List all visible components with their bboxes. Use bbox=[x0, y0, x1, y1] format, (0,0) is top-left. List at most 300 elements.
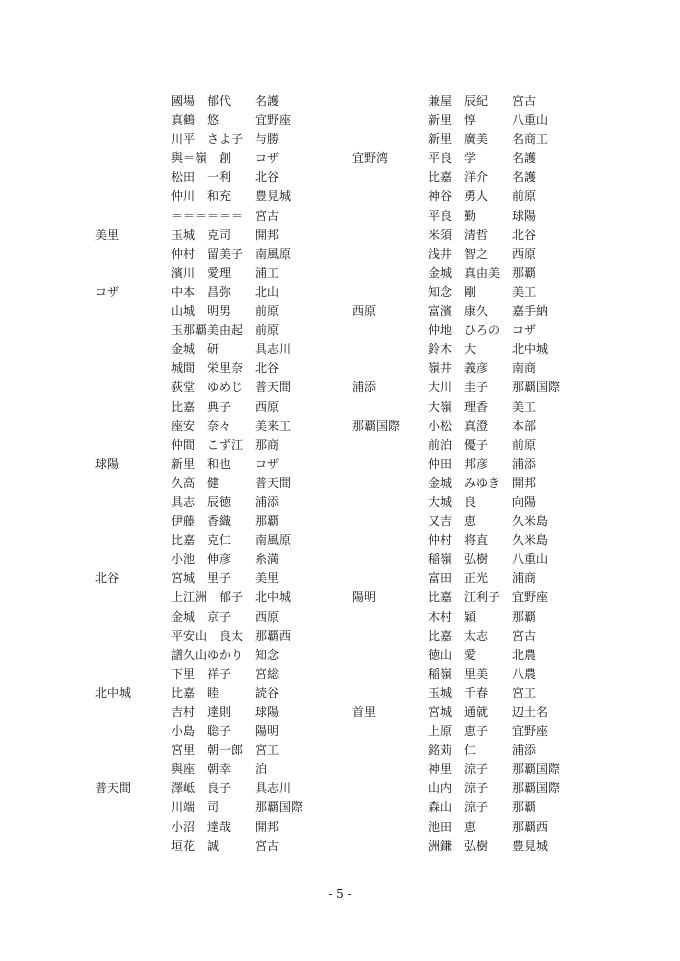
name-cell: 稲嶺 里美 bbox=[428, 666, 489, 681]
school-cell bbox=[95, 760, 171, 779]
table-row bbox=[95, 818, 325, 837]
team-cell: 北山 bbox=[255, 284, 280, 299]
team-cell: 久米島 bbox=[512, 533, 549, 548]
school-cell bbox=[352, 627, 428, 646]
table-row bbox=[95, 149, 325, 168]
table-row bbox=[352, 111, 582, 130]
table-row bbox=[95, 569, 325, 588]
table-row bbox=[352, 168, 582, 187]
team-cell: 名護 bbox=[255, 94, 280, 108]
school-cell bbox=[95, 588, 171, 607]
school-cell: 球陽 bbox=[95, 456, 120, 471]
team-cell: 西原 bbox=[255, 399, 280, 414]
name-cell: 國場 郁代 bbox=[171, 94, 232, 108]
table-row bbox=[352, 493, 582, 512]
name-cell: 濱川 愛理 bbox=[171, 265, 232, 280]
table-row bbox=[352, 92, 582, 111]
team-cell: 具志川 bbox=[255, 781, 292, 796]
name-cell: 比嘉 江利子 bbox=[428, 590, 501, 605]
team-cell: 前原 bbox=[255, 323, 280, 338]
table-row bbox=[352, 321, 582, 340]
name-cell: 鈴木 大 bbox=[428, 342, 477, 357]
name-cell: 木村 穎 bbox=[428, 609, 477, 624]
school-cell bbox=[352, 512, 428, 531]
name-cell: 又吉 恵 bbox=[428, 514, 477, 529]
name-cell: 大嶺 理香 bbox=[428, 399, 489, 414]
team-cell: 美工 bbox=[512, 284, 537, 299]
name-cell: 玉那覇美由起 bbox=[171, 323, 244, 338]
team-cell: 那覇国際 bbox=[255, 800, 304, 815]
table-row bbox=[95, 378, 325, 397]
team-cell: 豊見城 bbox=[512, 838, 549, 853]
table-row bbox=[352, 149, 582, 168]
school-cell: 浦添 bbox=[352, 380, 377, 395]
team-cell: 八農 bbox=[512, 666, 537, 681]
name-cell: 座安 奈々 bbox=[171, 418, 232, 433]
name-cell: 前泊 優子 bbox=[428, 437, 489, 452]
name-cell: 比嘉 典子 bbox=[171, 399, 232, 414]
table-row bbox=[352, 569, 582, 588]
school-cell bbox=[352, 550, 428, 569]
school-cell bbox=[95, 627, 171, 646]
team-cell: 八重山 bbox=[512, 113, 549, 128]
table-row bbox=[95, 512, 325, 531]
table-row bbox=[95, 283, 325, 302]
team-cell: 前原 bbox=[255, 304, 280, 319]
school-cell bbox=[95, 798, 171, 817]
table-row bbox=[352, 722, 582, 741]
name-cell: 宮城 里子 bbox=[171, 571, 232, 586]
school-cell: 西原 bbox=[352, 304, 377, 319]
team-cell: 那覇 bbox=[512, 609, 537, 624]
name-cell: 宮城 通就 bbox=[428, 705, 489, 719]
table-row bbox=[95, 455, 325, 474]
school-cell: 北谷 bbox=[95, 571, 120, 586]
school-cell bbox=[352, 168, 428, 187]
team-cell: 浦添 bbox=[255, 494, 280, 509]
school-cell bbox=[352, 493, 428, 512]
table-row bbox=[95, 92, 325, 111]
table-row bbox=[95, 340, 325, 359]
team-cell: 宮古 bbox=[512, 628, 537, 643]
school-cell bbox=[95, 703, 171, 722]
team-cell: 陽明 bbox=[255, 724, 280, 739]
table-row bbox=[95, 665, 325, 684]
school-cell bbox=[352, 264, 428, 283]
team-cell: 浦添 bbox=[512, 456, 537, 471]
table-row bbox=[95, 130, 325, 149]
school-cell: 那覇国際 bbox=[352, 418, 401, 433]
table-row bbox=[95, 264, 325, 283]
team-cell: 那覇 bbox=[255, 514, 280, 529]
school-cell bbox=[95, 149, 171, 168]
table-row bbox=[95, 646, 325, 665]
name-cell: 小松 真澄 bbox=[428, 418, 489, 433]
team-cell: コザ bbox=[255, 456, 280, 471]
school-cell bbox=[352, 779, 428, 798]
name-cell: 嶺井 義彦 bbox=[428, 361, 489, 376]
table-row bbox=[352, 550, 582, 569]
team-cell: 宜野座 bbox=[255, 113, 292, 128]
table-row bbox=[352, 283, 582, 302]
team-cell: 那覇国際 bbox=[512, 380, 561, 395]
team-cell: 開邦 bbox=[255, 819, 280, 834]
right-column bbox=[352, 92, 582, 856]
school-cell bbox=[95, 264, 171, 283]
school-cell bbox=[95, 340, 171, 359]
school-cell bbox=[95, 512, 171, 531]
table-row bbox=[352, 818, 582, 837]
name-cell: 大川 圭子 bbox=[428, 380, 489, 395]
school-cell bbox=[352, 92, 428, 111]
table-row bbox=[352, 378, 582, 397]
name-cell: 知念 剛 bbox=[428, 284, 477, 299]
name-cell: 上原 恵子 bbox=[428, 724, 489, 739]
team-cell: 久米島 bbox=[512, 514, 549, 529]
name-cell: 下里 祥子 bbox=[171, 666, 232, 681]
name-cell: 浅井 智之 bbox=[428, 246, 489, 261]
name-cell: 仲間 こず江 bbox=[171, 437, 244, 452]
school-cell bbox=[95, 168, 171, 187]
name-cell: 山城 明男 bbox=[171, 304, 232, 319]
school-cell bbox=[95, 92, 171, 111]
name-cell: 松田 一利 bbox=[171, 170, 232, 185]
team-cell: 宮古 bbox=[255, 838, 280, 853]
name-cell: 金城 真由美 bbox=[428, 265, 501, 280]
team-cell: 嘉手納 bbox=[512, 304, 549, 319]
school-cell: 普天間 bbox=[95, 781, 132, 796]
school-cell bbox=[352, 398, 428, 417]
team-cell: 西原 bbox=[512, 246, 537, 261]
school-cell: 首里 bbox=[352, 705, 377, 719]
team-cell: 浦商 bbox=[512, 571, 537, 586]
name-cell: 小池 伸彦 bbox=[171, 552, 232, 567]
school-cell bbox=[95, 550, 171, 569]
school-cell bbox=[352, 436, 428, 455]
table-row bbox=[95, 436, 325, 455]
table-row bbox=[95, 245, 325, 264]
school-cell bbox=[352, 111, 428, 130]
name-cell: 新里 惇 bbox=[428, 113, 477, 128]
team-cell: 美来工 bbox=[255, 418, 292, 433]
team-cell: 宮古 bbox=[255, 208, 280, 223]
name-cell: 仲川 和充 bbox=[171, 189, 232, 204]
table-row bbox=[95, 741, 325, 760]
name-cell: 神里 涼子 bbox=[428, 762, 489, 777]
table-row bbox=[352, 837, 582, 856]
team-cell: 与勝 bbox=[255, 132, 280, 147]
school-cell: 宜野湾 bbox=[352, 151, 389, 166]
team-cell: 名護 bbox=[512, 151, 537, 166]
table-row bbox=[352, 608, 582, 627]
team-cell: 辺土名 bbox=[512, 705, 549, 719]
school-cell bbox=[352, 245, 428, 264]
school-cell bbox=[352, 340, 428, 359]
name-cell: 荻堂 ゆめじ bbox=[171, 380, 244, 395]
name-cell: 具志 辰徳 bbox=[171, 494, 232, 509]
table-row bbox=[95, 798, 325, 817]
team-cell: 南風原 bbox=[255, 246, 292, 261]
name-cell: 上江洲 郁子 bbox=[171, 590, 244, 605]
table-row bbox=[95, 550, 325, 569]
name-cell: 兼屋 辰紀 bbox=[428, 94, 489, 108]
school-cell bbox=[352, 569, 428, 588]
team-cell: コザ bbox=[255, 151, 280, 166]
school-cell bbox=[95, 111, 171, 130]
school-cell bbox=[95, 837, 171, 856]
name-cell: 久高 健 bbox=[171, 475, 220, 490]
name-cell: 銘苅 仁 bbox=[428, 743, 477, 758]
school-cell bbox=[95, 378, 171, 397]
team-cell: 宮古 bbox=[512, 94, 537, 108]
team-cell: 具志川 bbox=[255, 342, 292, 357]
table-row bbox=[352, 130, 582, 149]
table-row bbox=[352, 512, 582, 531]
table-row bbox=[95, 627, 325, 646]
school-cell bbox=[95, 646, 171, 665]
school-cell bbox=[352, 187, 428, 206]
name-cell: 小島 聡子 bbox=[171, 724, 232, 739]
team-cell: 宜野座 bbox=[512, 590, 549, 605]
team-cell: 那覇 bbox=[512, 800, 537, 815]
name-cell: 真鶴 悠 bbox=[171, 113, 220, 128]
table-row bbox=[352, 531, 582, 550]
team-cell: 北農 bbox=[512, 647, 537, 662]
school-cell bbox=[95, 608, 171, 627]
school-cell bbox=[95, 722, 171, 741]
team-cell: 那覇西 bbox=[255, 628, 292, 643]
team-cell: 球陽 bbox=[512, 208, 537, 223]
name-cell: 新里 和也 bbox=[171, 456, 232, 471]
name-cell: 比嘉 克仁 bbox=[171, 533, 232, 548]
team-cell: 開邦 bbox=[255, 227, 280, 242]
table-row bbox=[352, 340, 582, 359]
school-cell: 美里 bbox=[95, 227, 120, 242]
school-cell bbox=[95, 436, 171, 455]
name-cell: 金城 京子 bbox=[171, 609, 232, 624]
table-row bbox=[352, 684, 582, 703]
table-row bbox=[352, 226, 582, 245]
name-cell: 神谷 勇人 bbox=[428, 189, 489, 204]
table-row bbox=[352, 187, 582, 206]
team-cell: 八重山 bbox=[512, 552, 549, 567]
name-cell: 仲地 ひろの bbox=[428, 323, 501, 338]
table-row bbox=[352, 798, 582, 817]
name-cell: 稲嶺 弘樹 bbox=[428, 552, 489, 567]
team-cell: 美工 bbox=[512, 399, 537, 414]
school-cell bbox=[352, 722, 428, 741]
school-cell bbox=[95, 665, 171, 684]
name-cell: 玉城 克司 bbox=[171, 227, 232, 242]
name-cell: 平安山 良太 bbox=[171, 628, 244, 643]
team-cell: 那覇西 bbox=[512, 819, 549, 834]
school-cell bbox=[352, 798, 428, 817]
team-cell: 普天間 bbox=[255, 380, 292, 395]
table-row bbox=[352, 264, 582, 283]
team-cell: 普天間 bbox=[255, 475, 292, 490]
name-cell: 新里 廣美 bbox=[428, 132, 489, 147]
table-row bbox=[95, 588, 325, 607]
school-cell bbox=[352, 226, 428, 245]
team-cell: 北中城 bbox=[255, 590, 292, 605]
school-cell bbox=[95, 493, 171, 512]
name-cell: 比嘉 太志 bbox=[428, 628, 489, 643]
school-cell bbox=[352, 474, 428, 493]
name-cell: 澤岻 良子 bbox=[171, 781, 232, 796]
table-row bbox=[95, 608, 325, 627]
name-cell: 城間 栄里奈 bbox=[171, 361, 244, 376]
table-row bbox=[95, 168, 325, 187]
team-cell: 浦工 bbox=[255, 265, 280, 280]
table-row bbox=[352, 207, 582, 226]
table-row bbox=[95, 398, 325, 417]
name-cell: 與座 朝幸 bbox=[171, 762, 232, 777]
table-row bbox=[352, 703, 582, 722]
table-row bbox=[352, 760, 582, 779]
school-cell bbox=[95, 531, 171, 550]
team-cell: 浦添 bbox=[512, 743, 537, 758]
team-cell: 那覇 bbox=[512, 265, 537, 280]
school-cell bbox=[352, 130, 428, 149]
school-cell bbox=[352, 283, 428, 302]
school-cell bbox=[95, 398, 171, 417]
name-cell: 仲村 留美子 bbox=[171, 246, 244, 261]
team-cell: 知念 bbox=[255, 647, 280, 662]
table-row bbox=[95, 837, 325, 856]
team-cell: 泊 bbox=[255, 762, 268, 777]
team-cell: 前原 bbox=[512, 189, 537, 204]
table-row bbox=[352, 436, 582, 455]
name-cell: 富田 正光 bbox=[428, 571, 489, 586]
name-cell: 與＝嶺 創 bbox=[171, 151, 232, 166]
table-row bbox=[352, 588, 582, 607]
name-cell: 垣花 誠 bbox=[171, 838, 220, 853]
table-row bbox=[95, 722, 325, 741]
team-cell: 糸満 bbox=[255, 552, 280, 567]
school-cell bbox=[352, 359, 428, 378]
team-cell: 西原 bbox=[255, 609, 280, 624]
school-cell: 北中城 bbox=[95, 685, 132, 700]
school-cell bbox=[352, 665, 428, 684]
name-cell: 富濱 康久 bbox=[428, 304, 489, 319]
name-cell: 宮里 朝一郎 bbox=[171, 743, 244, 758]
team-cell: 北谷 bbox=[255, 170, 280, 185]
team-cell: 向陽 bbox=[512, 494, 537, 509]
table-row bbox=[95, 779, 325, 798]
team-cell: 北谷 bbox=[255, 361, 280, 376]
table-row bbox=[95, 417, 325, 436]
table-row bbox=[352, 474, 582, 493]
school-cell bbox=[352, 455, 428, 474]
table-row bbox=[95, 760, 325, 779]
school-cell bbox=[352, 684, 428, 703]
school-cell bbox=[95, 741, 171, 760]
name-cell: 譜久山ゆかり bbox=[171, 647, 244, 662]
team-cell: 宮工 bbox=[512, 685, 537, 700]
table-row bbox=[95, 531, 325, 550]
name-cell: 川端 司 bbox=[171, 800, 220, 815]
team-cell: 名商工 bbox=[512, 132, 549, 147]
team-cell: 南風原 bbox=[255, 533, 292, 548]
team-cell: 球陽 bbox=[255, 705, 280, 719]
table-row bbox=[95, 359, 325, 378]
team-cell: 那商 bbox=[255, 437, 280, 452]
table-row bbox=[352, 779, 582, 798]
table-row bbox=[95, 684, 325, 703]
table-row bbox=[95, 207, 325, 226]
name-cell: 中本 昌弥 bbox=[171, 284, 232, 299]
table-row bbox=[95, 226, 325, 245]
school-cell bbox=[95, 245, 171, 264]
table-row bbox=[95, 111, 325, 130]
school-cell bbox=[352, 837, 428, 856]
left-column bbox=[95, 92, 325, 856]
team-cell: 南商 bbox=[512, 361, 537, 376]
school-cell bbox=[352, 741, 428, 760]
table-row bbox=[95, 493, 325, 512]
table-row bbox=[352, 359, 582, 378]
team-cell: 美里 bbox=[255, 571, 280, 586]
school-cell bbox=[95, 302, 171, 321]
team-cell: 名護 bbox=[512, 170, 537, 185]
school-cell bbox=[95, 474, 171, 493]
team-cell: 豊見城 bbox=[255, 189, 292, 204]
school-cell bbox=[352, 818, 428, 837]
page-number: - 5 - bbox=[328, 887, 352, 901]
team-cell: 宮総 bbox=[255, 666, 280, 681]
name-cell: 森山 涼子 bbox=[428, 800, 489, 815]
school-cell: コザ bbox=[95, 284, 120, 299]
team-cell: 北谷 bbox=[512, 227, 537, 242]
table-row bbox=[352, 665, 582, 684]
name-cell: 洲鎌 弘樹 bbox=[428, 838, 489, 853]
name-cell: 金城 研 bbox=[171, 342, 220, 357]
name-cell: 玉城 千春 bbox=[428, 685, 489, 700]
name-cell: 米須 清哲 bbox=[428, 227, 489, 242]
name-cell: 仲田 邦彦 bbox=[428, 456, 489, 471]
school-cell bbox=[352, 531, 428, 550]
name-cell: 平良 学 bbox=[428, 151, 477, 166]
table-row bbox=[352, 398, 582, 417]
name-cell: ＝＝＝＝＝＝ bbox=[171, 208, 244, 223]
table-row bbox=[352, 646, 582, 665]
table-row bbox=[352, 302, 582, 321]
name-cell: 徳山 愛 bbox=[428, 647, 477, 662]
table-row bbox=[352, 741, 582, 760]
school-cell bbox=[352, 760, 428, 779]
team-cell: 本部 bbox=[512, 418, 537, 433]
table-row bbox=[95, 703, 325, 722]
team-cell: 那覇国際 bbox=[512, 781, 561, 796]
school-cell bbox=[352, 207, 428, 226]
table-row bbox=[352, 455, 582, 474]
team-cell: 北中城 bbox=[512, 342, 549, 357]
name-cell: 吉村 達則 bbox=[171, 705, 232, 719]
name-cell: 平良 勤 bbox=[428, 208, 477, 223]
school-cell bbox=[95, 359, 171, 378]
team-cell: コザ bbox=[512, 323, 537, 338]
name-cell: 比嘉 洋介 bbox=[428, 170, 489, 185]
name-cell: 池田 恵 bbox=[428, 819, 477, 834]
team-cell: 那覇国際 bbox=[512, 762, 561, 777]
school-cell bbox=[95, 207, 171, 226]
name-cell: 金城 みゆき bbox=[428, 475, 501, 490]
team-cell: 宮工 bbox=[255, 743, 280, 758]
school-cell: 陽明 bbox=[352, 590, 377, 605]
school-cell bbox=[95, 130, 171, 149]
name-cell: 比嘉 睦 bbox=[171, 685, 220, 700]
table-row bbox=[352, 245, 582, 264]
